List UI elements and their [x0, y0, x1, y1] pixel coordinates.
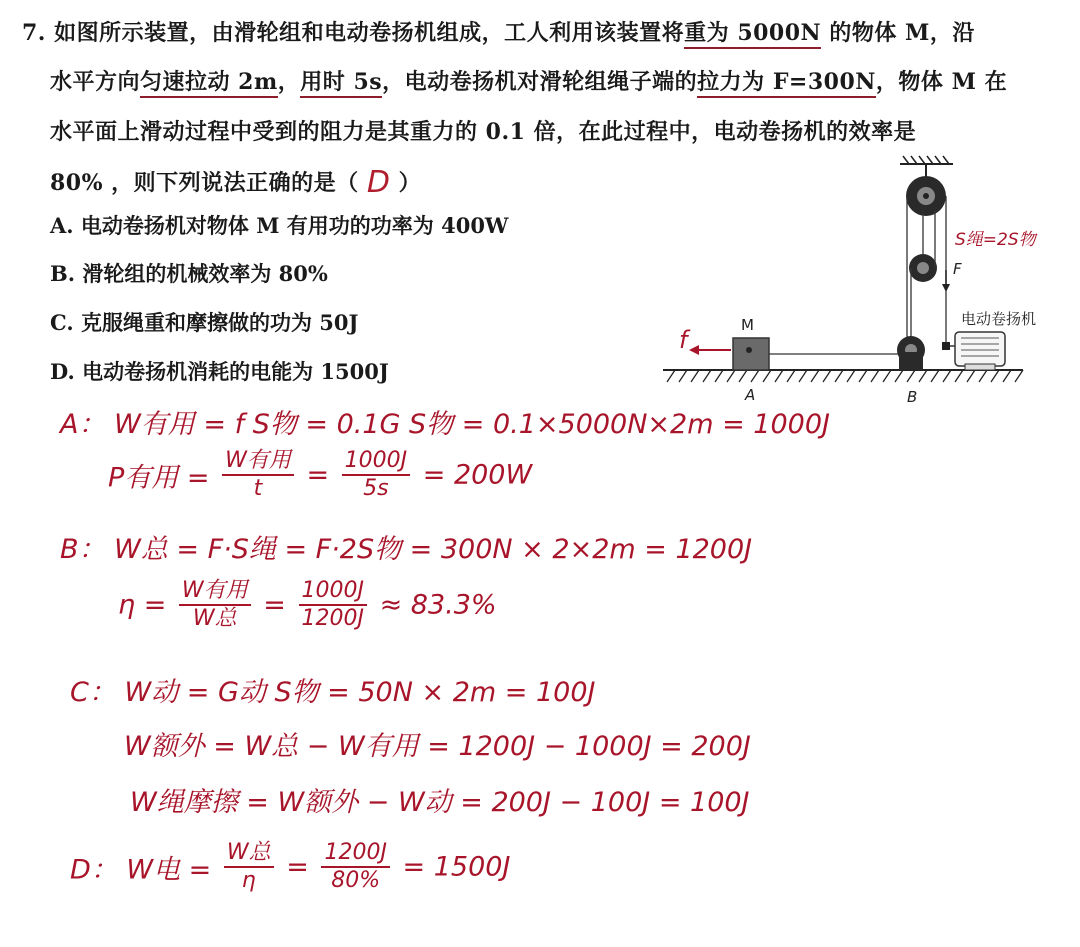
question-text: ，: [277, 69, 301, 95]
underlined-phrase: 重为 5000N: [684, 20, 821, 49]
power-result: = 200W: [422, 459, 533, 491]
solution-c-line-1: [70, 670, 595, 709]
fraction-denominator: t: [253, 476, 263, 501]
label-f: f: [679, 326, 688, 354]
handwritten-rope-note: S绳=2S物: [955, 230, 1036, 250]
solution-d-label: D：: [70, 854, 118, 886]
label-F: F: [953, 260, 962, 278]
efficiency-result: ≈ 83.3%: [379, 589, 497, 621]
solution-d-line-1: D： W电 = $\frac{\text{W总}}{\eta}$ = $\frac{1200J}{80\%}$ = 1500J: [70, 840, 511, 893]
pulley-diagram: [655, 150, 1055, 410]
force-arrow: [942, 284, 950, 292]
question-text: 如图所示装置，由滑轮组和电动卷扬机组成，工人利用该装置将: [54, 20, 685, 46]
option-b: B. 滑轮组的机械效率为 80%: [50, 261, 328, 286]
solution-b-line-1: [60, 527, 752, 566]
fraction: [299, 578, 367, 632]
solution-a-line-1: [60, 402, 830, 441]
underlined-phrase: 匀速拉动 2m: [140, 69, 278, 98]
fraction-numerator: W有用: [179, 578, 251, 606]
question-text: ，物体 M 在: [875, 69, 1008, 95]
friction-arrow: [689, 345, 699, 355]
winch-drum: [942, 342, 950, 350]
fraction-numerator: 1000J: [342, 448, 410, 476]
ceiling-hatch: [903, 156, 949, 164]
solution-a-line-2: P有用 = $\frac{\text{W有用}}{t}$ = $\frac{1000J}{5s}$ = 200W: [108, 448, 533, 501]
power-lhs: P有用 =: [108, 462, 210, 494]
fraction-numerator: W总: [224, 840, 274, 868]
question-text: 水平方向: [50, 69, 141, 95]
efficiency-lhs: η =: [118, 589, 167, 621]
solution-a-work: W有用 = f S物 = 0.1G S物 = 0.1×5000N×2m = 1000J: [114, 409, 830, 440]
fraction: [222, 448, 294, 502]
fraction: [224, 840, 274, 894]
fraction: [179, 578, 251, 632]
option-c: C. 克服绳重和摩擦做的功为 50J: [50, 310, 359, 335]
solution-c-label: C：: [70, 677, 116, 708]
pulley-B-base: [899, 352, 923, 370]
solution-a-label: A：: [60, 409, 106, 440]
label-B: B: [907, 388, 918, 406]
fraction-denominator: η: [241, 868, 256, 893]
solution-b-work: W总 = F·S绳 = F·2S物 = 300N × 2×2m = 1200J: [114, 534, 753, 565]
fraction-denominator: 80%: [331, 868, 381, 893]
electric-winch: [955, 332, 1005, 366]
question-text: 的物体 M，沿: [821, 20, 975, 46]
fraction-numerator: 1200J: [321, 840, 389, 868]
label-M: M: [741, 316, 754, 334]
fraction: [321, 840, 389, 894]
underlined-phrase: 用时 5s: [300, 69, 382, 98]
fraction: [342, 448, 410, 502]
fraction-numerator: 1000J: [299, 578, 367, 606]
question-text: ）: [398, 170, 422, 196]
handwritten-answer: D: [366, 165, 391, 200]
fraction-denominator: 1200J: [301, 606, 364, 631]
energy-lhs: W电 =: [126, 854, 212, 886]
solution-b-label: B：: [60, 534, 106, 565]
movable-pulley-hub: [917, 262, 929, 274]
label-A: A: [745, 386, 756, 404]
question-text: 80% ，则下列说法正确的是（: [50, 170, 359, 196]
question-line-4: [50, 163, 421, 198]
solution-c-line-3: W绳摩擦 = W额外 − W动 = 200J − 100J = 100J: [130, 787, 750, 818]
solution-c-line-2: W额外 = W总 − W有用 = 1200J − 1000J = 200J: [124, 731, 751, 762]
fraction-denominator: W总: [192, 606, 237, 631]
question-number: 7.: [22, 20, 46, 46]
energy-result: = 1500J: [402, 851, 511, 883]
fraction-denominator: 5s: [363, 476, 389, 501]
ground-hatch: [667, 370, 1023, 382]
question-line-2: [50, 65, 1007, 96]
option-a: A. 电动卷扬机对物体 M 有用功的功率为 400W: [50, 213, 509, 238]
fraction-numerator: W有用: [222, 448, 294, 476]
underlined-phrase: 拉力为 F=300N: [697, 69, 876, 98]
solution-b-line-2: η = $\frac{\text{W有用}}{\text{W总}}$ = $\frac{1000J}{1200J}$ ≈ 83.3%: [118, 578, 497, 631]
label-winch: 电动卷扬机: [961, 310, 1037, 328]
question-line-3: 水平面上滑动过程中受到的阻力是其重力的 0.1 倍，在此过程中，电动卷扬机的效率是: [50, 119, 917, 145]
question-line-1: [22, 16, 975, 47]
option-d: D. 电动卷扬机消耗的电能为 1500J: [50, 359, 389, 384]
solution-c-work: W动 = G动 S物 = 50N × 2m = 100J: [124, 677, 596, 708]
block-M: [733, 338, 769, 370]
question-text: ，电动卷扬机对滑轮组绳子端的: [382, 69, 698, 95]
